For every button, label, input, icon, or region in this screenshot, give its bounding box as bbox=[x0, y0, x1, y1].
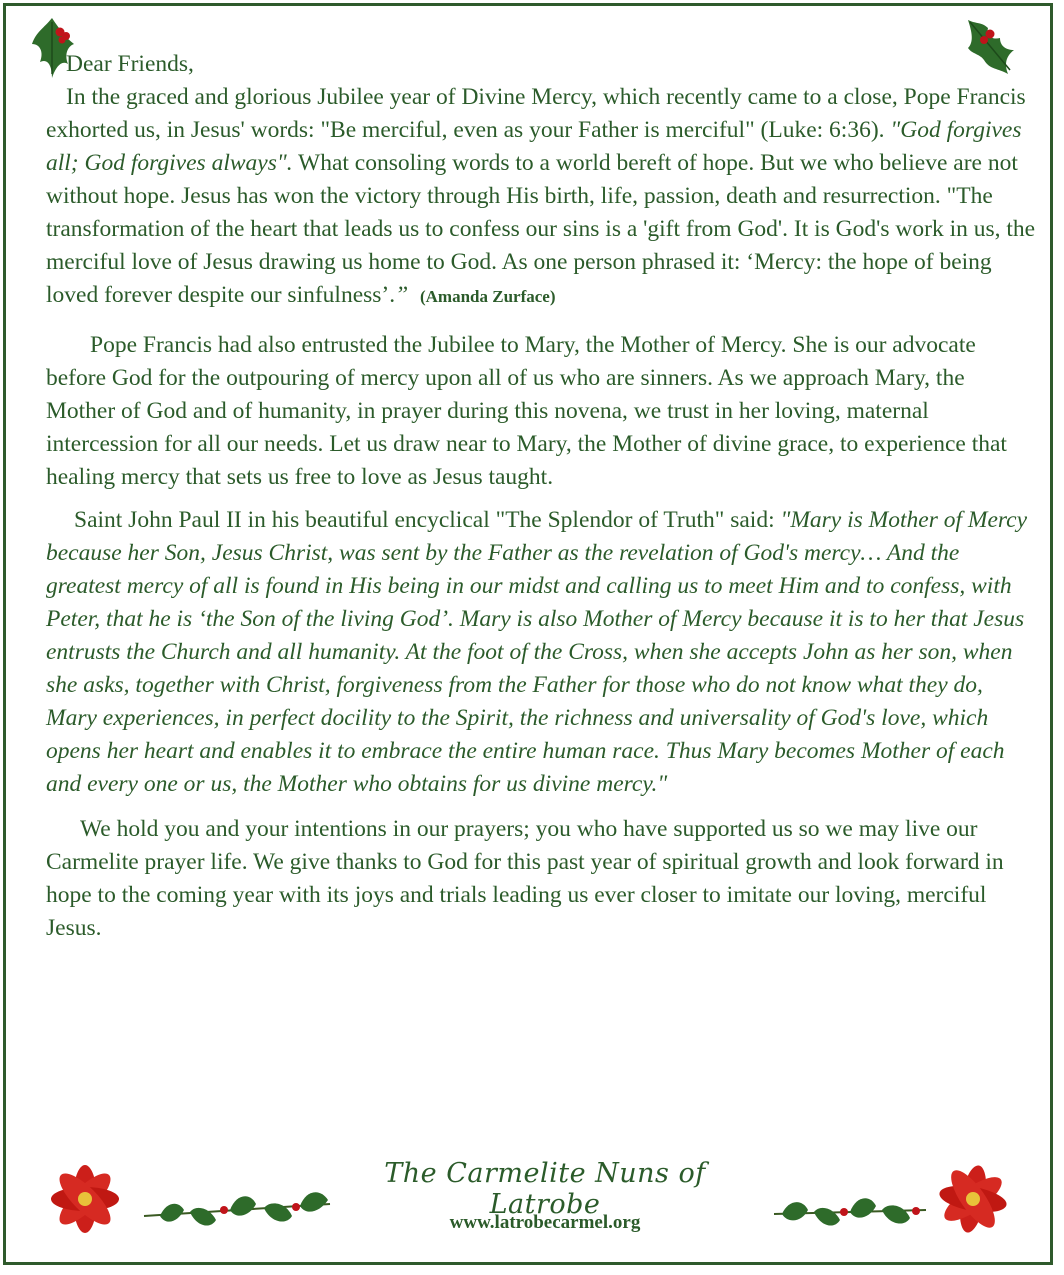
paragraph-3-intro: Saint John Paul II in his beautiful encyclical "The Splendor of Truth" said: bbox=[74, 507, 775, 533]
paragraph-1 bbox=[46, 81, 1036, 313]
website-link[interactable]: www.latrobecarmel.org bbox=[449, 1212, 641, 1233]
paragraph-1-text: In the graced and glorious Jubilee year of Divine Mercy, which recently came to a close, Pope Francis exhorted us, in Jesus' words: "Be merciful, even as your Father is merciful" (Luke: 6:36). bbox=[46, 84, 1026, 143]
poinsettia-icon bbox=[918, 1156, 1028, 1242]
quote-author: (Amanda Zurface) bbox=[419, 287, 556, 306]
poinsettia-icon bbox=[30, 1156, 140, 1242]
paragraph-2: Pope Francis had also entrusted the Jubilee to Mary, the Mother of Mercy. She is our advocate before God for the outpouring of mercy upon all of us who are sinners. As we approach Mary, the Mother of God and of humanity, in prayer during this novena, we trust in her loving, maternal intercession for all our needs. Let us draw near to Mary, the Mother of divine grace, to experience that healing mercy that sets us free to love as Jesus taught. bbox=[46, 332, 1007, 490]
holly-branch-icon bbox=[770, 1184, 930, 1240]
quote-god-forgives: "God forgives all; God forgives always". bbox=[46, 117, 1022, 176]
signature: The Carmelite Nuns of Latrobe bbox=[384, 1158, 706, 1220]
encyclical-quote: "Mary is Mother of Mercy because her Son, Jesus Christ, was sent by the Father as the revelation of God's mercy… And the greatest mercy of all is found in His being in our midst and calling us to meet Him and to confess, with Peter, that he is ‘the Son of the living God’. Mary is also Mother of Mercy because it is to her that Jesus entrusts the Church and all humanity. At the foot of the Cross, when she accepts John as her son, when she asks, together with Christ, forgiveness from the Father for those who do not know what they do, Mary experiences, in perfect docility to the Spirit, the richness and universality of God's love, which opens her heart and enables it to embrace the entire human race. Thus Mary becomes Mother of each and every one or us, the Mother who obtains for us divine mercy." bbox=[46, 507, 1028, 797]
paragraph-3 bbox=[46, 504, 1036, 801]
paragraph-4: We hold you and your intentions in our prayers; you who have supported us so we may live our Carmelite prayer life. We give thanks to God for this past year of spiritual growth and look forward in hope to the coming year with its joys and trials leading us ever closer to imitate our loving, merciful Jesus. bbox=[46, 816, 1004, 941]
letter-body bbox=[46, 48, 1036, 945]
greeting: Dear Friends, bbox=[66, 51, 194, 77]
paragraph-1-text-2: What consoling words to a world bereft of hope. But we who believe are not without hope. Jesus has won the victory through His birth, life, passion, death and resurrection. "The transformation of the heart that leads us to confess our sins is a 'gift from God'. It is God's work in us, the merciful love of Jesus drawing us home to God. As one person phrased it: ‘Mercy: the hope of being loved forever despite our sinfulness’. bbox=[46, 150, 1036, 308]
closing-quote-mark: ” bbox=[395, 282, 409, 308]
holly-branch-icon bbox=[140, 1180, 335, 1240]
